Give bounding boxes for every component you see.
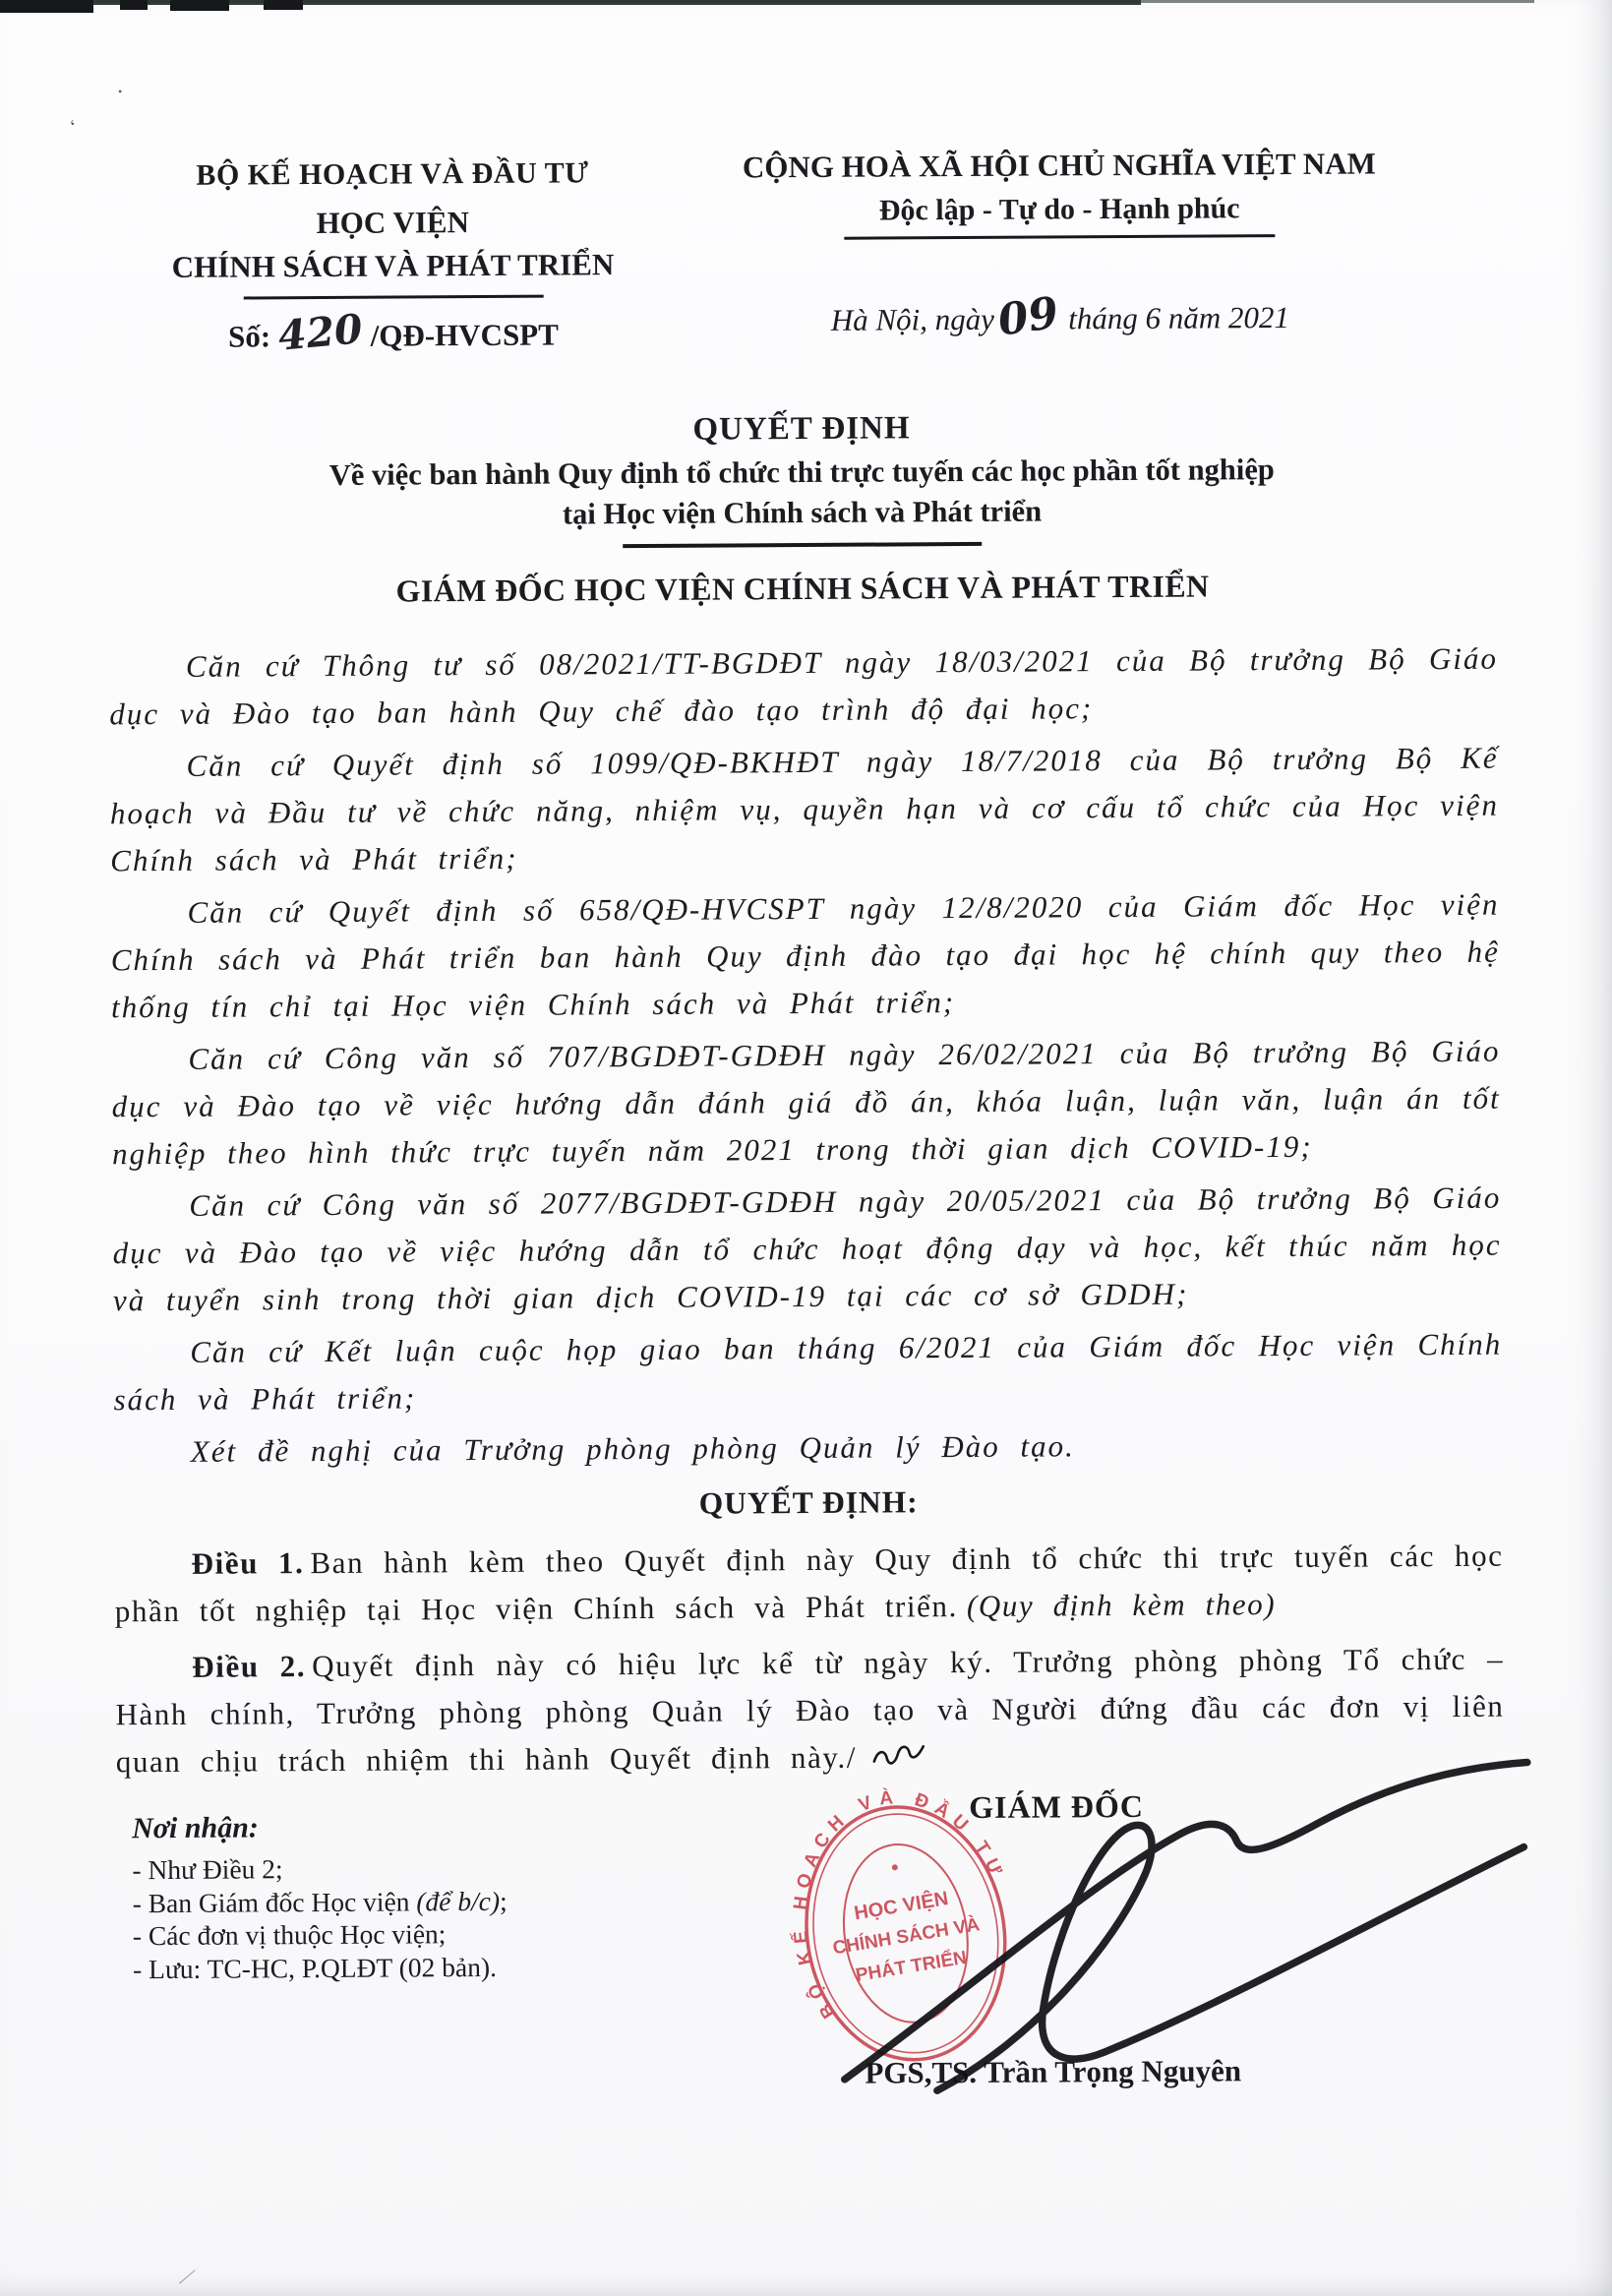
- national-title: CỘNG HOÀ XÃ HỘI CHỦ NGHĨA VIỆT NAM: [742, 146, 1376, 185]
- scan-speck: •: [118, 85, 123, 98]
- ministry-name: BỘ KẾ HOẠCH VÀ ĐẦU TƯ: [196, 156, 589, 192]
- title-underline: [623, 542, 982, 548]
- recital-paragraph: Căn cứ Công văn số 707/BGDĐT-GDĐH ngày 26/02/2021 của Bộ trưởng Bộ Giáo dục và Đào tạo về việc hướng dẫn đánh giá đồ án, khóa luận, luận văn, luận án tốt nghiệp theo hình thức trực tuyến năm 2021 trong thời gian dịch COVID-19;: [111, 1033, 1501, 1172]
- recipient-item: - Các đơn vị thuộc Học viện;: [132, 1918, 447, 1952]
- article-1-note: (Quy định kèm theo): [966, 1587, 1277, 1624]
- article-2-lead: Điều 2.: [192, 1649, 307, 1684]
- number-suffix: /QĐ-HVCSPT: [370, 317, 559, 353]
- recital-paragraph: Căn cứ Kết luận cuộc họp giao ban tháng 6/2021 của Giám đốc Học viện Chính sách và Phát triển;: [113, 1326, 1503, 1418]
- motto-underline: [844, 234, 1275, 240]
- signer-title: GIÁM ĐỐC: [969, 1787, 1145, 1825]
- national-motto-block: [671, 146, 1449, 346]
- document-body: [109, 635, 1505, 1795]
- subject-line1: Về việc ban hành Quy định tổ chức thi trực tuyến các học phần tốt nghiệp: [328, 453, 1275, 492]
- scan-speck: ⁄: [181, 2262, 193, 2292]
- stamp-ring-text: BỘ KẾ HOẠCH VÀ ĐẦU TƯ: [790, 1786, 1009, 2023]
- recital-paragraph: Căn cứ Công văn số 2077/BGDĐT-GDĐH ngày 20/05/2021 của Bộ trưởng Bộ Giáo dục và Đào tạo về việc hướng dẫn tổ chức hoạt động dạy và học, kết thúc năm học và tuyển sinh trong thời gian dịch COVID-19 tại các cơ sở GDDH;: [112, 1179, 1502, 1318]
- number-label: Số:: [227, 319, 271, 354]
- article-1-lead: Điều 1.: [191, 1545, 305, 1581]
- article-1: Điều 1. Ban hành kèm theo Quyết định này Quy định tổ chức thi trực tuyến các học phần tốt nghiệp tại Học viện Chính sách và Phát triển. (Quy định kèm theo): [114, 1538, 1504, 1629]
- recipient-item: - Lưu: TC-HC, P.QLĐT (02 bản).: [132, 1951, 498, 1984]
- title-block: [0, 406, 1609, 612]
- recipients-block: [132, 1809, 684, 1985]
- stamp-line2: CHÍNH SÁCH VÀ: [831, 1914, 982, 1960]
- recipients-label: Nơi nhận:: [132, 1811, 259, 1845]
- recital-paragraph: Xét đề nghị của Trưởng phòng phòng Quản lý Đào tạo.: [190, 1428, 1075, 1469]
- recital-paragraph: Căn cứ Thông tư số 08/2021/TT-BGDĐT ngày 18/03/2021 của Bộ trưởng Bộ Giáo dục và Đào tạo ban hành Quy chế đào tạo trình độ đại học;: [109, 640, 1499, 732]
- recipient-item: - Ban Giám đốc Học viện (để b/c);: [132, 1885, 507, 1918]
- handwritten-number: 420: [276, 305, 365, 360]
- recital-paragraph: Căn cứ Quyết định số 658/QĐ-HVCSPT ngày 12/8/2020 của Giám đốc Học viện Chính sách và Phát triển ban hành Quy định đào tạo đại học hệ chính quy theo hệ thống tín chỉ tại Học viện Chính sách và Phát triển;: [110, 886, 1500, 1025]
- stamp-line3: PHÁT TRIỂN: [854, 1947, 969, 1987]
- document-number-line: [128, 305, 659, 360]
- document-type-heading: QUYẾT ĐỊNH: [692, 410, 911, 448]
- subject-line2: tại Học viện Chính sách và Phát triển: [562, 494, 1043, 531]
- recipient-item: - Như Điều 2;: [132, 1853, 283, 1886]
- handwritten-day: 09: [994, 287, 1062, 346]
- signature-stroke: [766, 1738, 1555, 2102]
- issuing-agency-block: [127, 156, 659, 360]
- stamp-line1: HỌC VIỆN: [852, 1888, 950, 1925]
- place-date-line: Hà Nội, ngày09 tháng 6 năm 2021: [830, 287, 1290, 346]
- agency-underline: [243, 295, 543, 300]
- issuing-authority-heading: GIÁM ĐỐC HỌC VIỆN CHÍNH SÁCH VÀ PHÁT TRIỂN: [395, 567, 1210, 609]
- scan-speck: ʻ: [67, 115, 82, 139]
- academy-name-line2: CHÍNH SÁCH VÀ PHÁT TRIỂN: [171, 247, 615, 284]
- signer-name: PGS,TS. Trần Trọng Nguyên: [865, 2053, 1242, 2090]
- decision-heading: QUYẾT ĐỊNH:: [698, 1484, 919, 1521]
- article-2: Điều 2. Quyết định này có hiệu lực kể từ ngày ký. Trưởng phòng phòng Tổ chức – Hành chính, Trưởng phòng phòng Quản lý Đào tạo và Người đứng đầu các đơn vị liên quan chịu trách nhiệm thi hành Quyết định này./: [115, 1641, 1505, 1780]
- national-motto: Độc lập - Tự do - Hạnh phúc: [878, 192, 1240, 227]
- recital-paragraph: Căn cứ Quyết định số 1099/QĐ-BKHĐT ngày 18/7/2018 của Bộ trưởng Bộ Kế hoạch và Đầu tư về chức năng, nhiệm vụ, quyền hạn và cơ cấu tổ chức của Học viện Chính sách và Phát triển;: [109, 740, 1499, 878]
- academy-name-line1: HỌC VIỆN: [316, 205, 470, 241]
